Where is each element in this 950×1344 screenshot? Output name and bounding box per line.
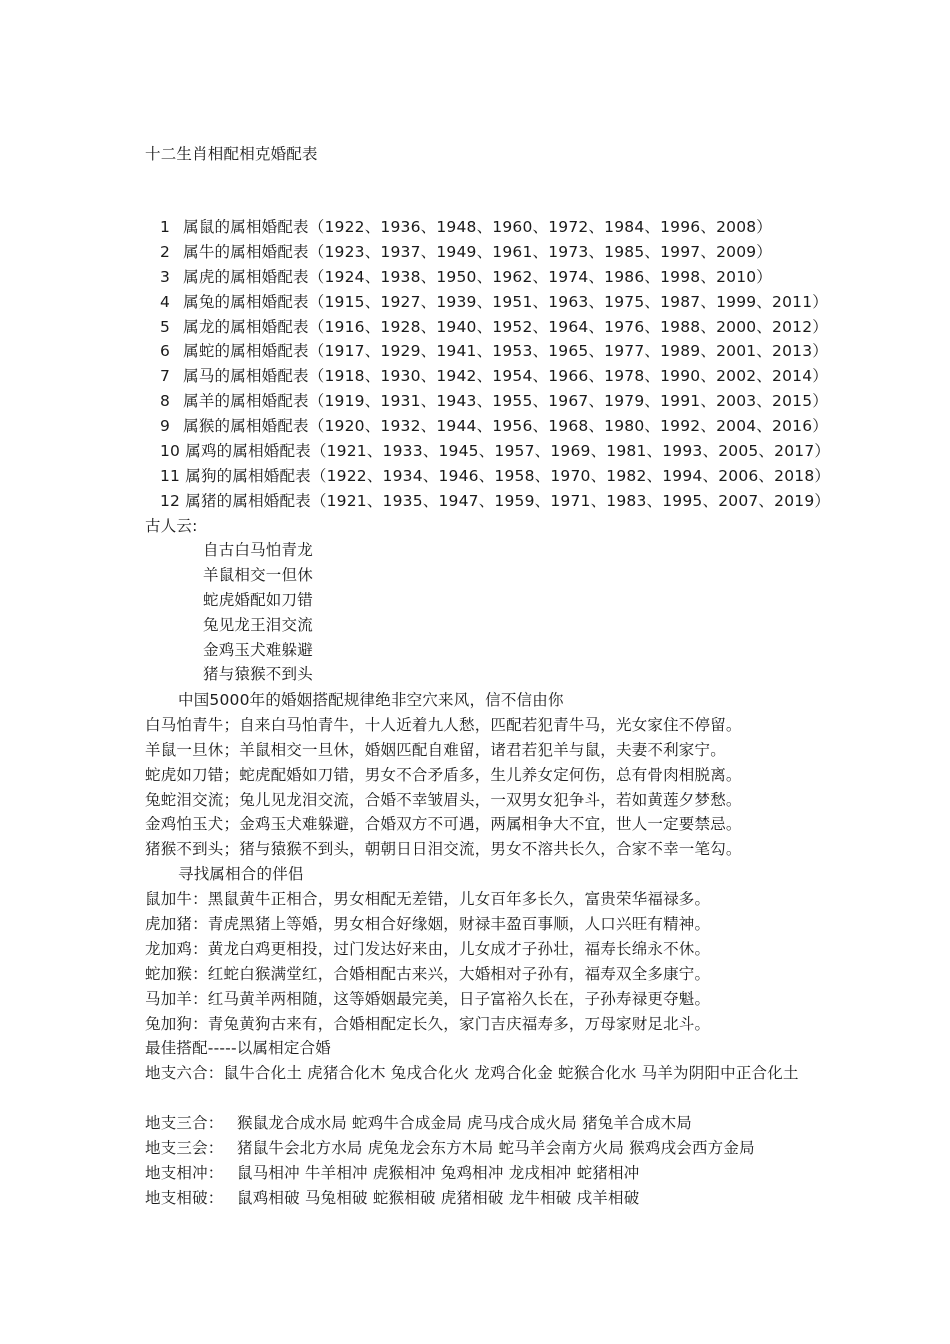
list-item [160,490,830,515]
list-item [160,291,830,316]
list-item [160,390,830,415]
list-number: 2 [160,242,171,261]
list-item [160,340,830,365]
zodiac-list [160,216,830,515]
list-item [160,316,830,341]
list-number: 10 [160,442,181,461]
match-line: 马加羊：红马黄羊两相随，这等婚姻最完美，日子富裕久长在，子孙寿禄更夺魁。 [145,989,711,1008]
poem-line: 猪与猿猴不到头 [203,665,313,684]
list-text: 属鼠的属相婚配表（1922、1936、1948、1960、1972、1984、1996、2008） [183,218,773,236]
row-text: 鼠鸡相破 马兔相破 蛇猴相破 虎猪相破 龙牛相破 戌羊相破 [237,1188,640,1207]
liuhe-line [145,1062,815,1112]
match-line: 龙加鸡：黄龙白鸡更相投，过门发达好来由，儿女成才子孙壮，福寿长绵永不休。 [145,939,711,958]
liuhe-label: 地支六合： [145,1064,224,1083]
list-number: 8 [160,392,171,411]
row-text: 猪鼠牛会北方水局 虎兔龙会东方木局 蛇马羊会南方火局 猴鸡戌会西方金局 [237,1139,755,1158]
poem-line: 兔见龙王泪交流 [203,615,313,634]
earthly-branch-row [145,1112,815,1137]
list-text: 属马的属相婚配表（1918、1930、1942、1954、1966、1978、1990、2002、2014） [183,367,828,386]
body-section [145,689,815,1212]
best-match-heading: 最佳搭配-----以属相定合婚 [145,1039,331,1058]
list-text: 属羊的属相婚配表（1919、1931、1943、1955、1967、1979、1991、2003、2015） [183,392,828,411]
match-line: 兔加狗：青兔黄狗古来有，合婚相配定长久，家门吉庆福寿多，万母家财足北斗。 [145,1014,711,1033]
match-line: 虎加猪：青虎黑猪上等婚，男女相合好缘姻，财禄丰盈百事顺，人口兴旺有精神。 [145,915,711,934]
row-label: 地支相冲： [145,1163,224,1182]
poem-line: 蛇虎婚配如刀错 [203,590,313,609]
row-label: 地支三合： [145,1114,224,1133]
earthly-branch-row [145,1187,815,1212]
list-text: 属猪的属相婚配表（1921、1935、1947、1959、1971、1983、1995、2007、2019） [185,491,831,510]
list-text: 属猴的属相婚配表（1920、1932、1944、1956、1968、1980、1992、2004、2016） [183,417,828,436]
list-text: 属兔的属相婚配表（1915、1927、1939、1951、1963、1975、1987、1999、2011） [183,292,828,311]
find-partner-heading: 寻找属相合的伴侣 [178,865,304,884]
list-text: 属牛的属相婚配表（1923、1937、1949、1961、1973、1985、1997、2009） [183,242,773,261]
liuhe-text: 鼠牛合化土 虎猪合化木 兔戌合化火 龙鸡合化金 蛇猴合化水 马羊为阴阳中正合化土 [223,1064,799,1083]
list-text: 属狗的属相婚配表（1922、1934、1946、1958、1970、1982、1994、2006、2018） [185,466,831,485]
list-text: 属虎的属相婚配表（1924、1938、1950、1962、1974、1986、1998、2010） [183,267,773,286]
conflict-line: 金鸡怕玉犬；金鸡玉犬难躲避，合婚双方不可遇，两属相争大不宜，世人一定要禁忌。 [145,815,742,834]
conflict-line: 白马怕青牛；自来白马怕青牛，十人近着九人愁，匹配若犯青牛马，光女家住不停留。 [145,715,742,734]
conflict-line: 蛇虎如刀错；蛇虎配婚如刀错，男女不合矛盾多，生儿养女定何伤，总有骨肉相脱离。 [145,765,742,784]
proverb-poem [203,539,313,688]
list-item [160,415,830,440]
list-text: 属鸡的属相婚配表（1921、1933、1945、1957、1969、1981、1993、2005、2017） [185,442,831,461]
conflict-line: 猪猴不到头；猪与猿猴不到头，朝朝日日泪交流，男女不溶共长久，合家不幸一笔勾。 [145,840,742,859]
list-number: 9 [160,417,171,436]
row-text: 猴鼠龙合成水局 蛇鸡牛合成金局 虎马戌合成火局 猪兔羊合成木局 [237,1114,692,1133]
list-item [160,440,830,465]
list-number: 1 [160,218,171,236]
list-number: 6 [160,342,171,361]
poem-line: 自古白马怕青龙 [203,541,313,559]
list-item [160,465,830,490]
document-title: 十二生肖相配相克婚配表 [145,145,318,163]
list-number: 5 [160,317,171,336]
conflict-line: 羊鼠一旦休；羊鼠相交一旦休，婚姻匹配自难留，诸君若犯羊与鼠，夫妻不利家宁。 [145,740,726,759]
list-item [160,266,830,291]
list-number: 7 [160,367,171,386]
conflict-line: 兔蛇泪交流；兔儿见龙泪交流，合婚不幸皱眉头，一双男女犯争斗，若如黄莲夕梦愁。 [145,790,742,809]
match-line: 蛇加猴：红蛇白猴满堂红，合婚相配古来兴，大婚相对子孙有，福寿双全多康宁。 [145,964,711,983]
list-text: 属龙的属相婚配表（1916、1928、1940、1952、1964、1976、1988、2000、2012） [183,317,828,336]
match-line: 鼠加牛：黑鼠黄牛正相合，男女相配无差错，儿女百年多长久，富贵荣华福禄多。 [145,890,711,909]
list-number: 11 [160,466,181,485]
row-label: 地支三会： [145,1139,224,1158]
poem-line: 羊鼠相交一但休 [203,565,313,584]
list-number: 4 [160,292,171,311]
row-text: 鼠马相冲 牛羊相冲 虎猴相冲 兔鸡相冲 龙戌相冲 蛇猪相冲 [237,1163,640,1182]
list-item [160,216,830,241]
list-text: 属蛇的属相婚配表（1917、1929、1941、1953、1965、1977、1989、2001、2013） [183,342,828,361]
list-item [160,365,830,390]
earthly-branch-row [145,1137,815,1162]
earthly-branch-row [145,1162,815,1187]
row-label: 地支相破： [145,1188,224,1207]
list-number: 3 [160,267,171,286]
intro-text: 中国5000年的婚姻搭配规律绝非空穴来风，信不信由你 [178,691,564,709]
poem-line: 金鸡玉犬难躲避 [203,640,313,659]
ancients-say-heading: 古人云: [145,517,198,535]
list-number: 12 [160,491,181,510]
list-item [160,241,830,266]
